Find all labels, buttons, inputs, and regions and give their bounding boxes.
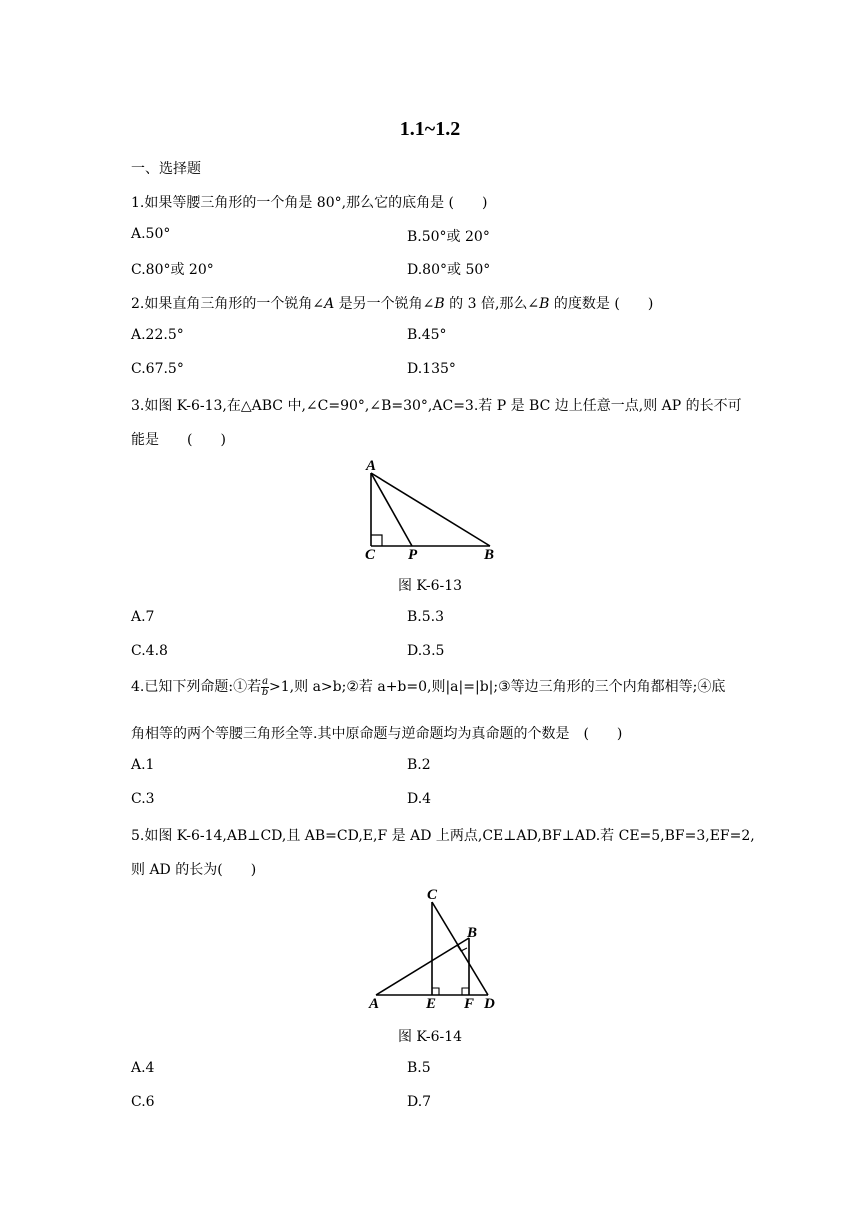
right-angle-mark-e [432, 988, 439, 995]
figure-k-6-13 [355, 455, 515, 565]
question-3-stem-line-2: 能是 ( ) [131, 432, 226, 448]
q2-stem-part-b: 是另一个锐角∠ [334, 296, 435, 312]
question-5-stem-line-1: 5.如图 K-6-14,AB⊥CD,且 AB=CD,E,F 是 AD 上两点,CE⊥AD,BF⊥AD.若 CE=5,BF=3,EF=2, [131, 828, 755, 844]
label-a: A [369, 996, 380, 1012]
label-c: C [365, 547, 376, 563]
q3-option-a[interactable]: A.7 [131, 609, 155, 625]
right-angle-mark-f [462, 988, 469, 995]
q2-var-b-2: B [539, 296, 550, 312]
q4-fraction-denominator: b [261, 686, 269, 698]
q4-option-c[interactable]: C.3 [131, 791, 155, 807]
q4-fraction-numerator: a [262, 675, 269, 687]
q2-option-b[interactable]: B.45° [407, 327, 447, 343]
question-3-stem-line-1: 3.如图 K-6-13,在△ABC 中,∠C=90°,∠B=30°,AC=3.若 P 是 BC 边上任意一点,则 AP 的长不可 [131, 398, 742, 414]
q2-option-d[interactable]: D.135° [407, 361, 456, 377]
q4-stem-pre: 4.已知下列命题:①若 [131, 679, 262, 695]
q1-option-d[interactable]: D.80°或 50° [407, 262, 491, 278]
q1-option-a[interactable]: A.50° [131, 226, 171, 242]
q3-option-b[interactable]: B.5.3 [407, 609, 445, 625]
label-a: A [366, 458, 377, 474]
label-d: D [484, 996, 495, 1012]
figure-k-6-14 [360, 882, 510, 1012]
label-f: F [464, 996, 475, 1012]
label-b: B [467, 925, 478, 941]
question-4-stem-line-2: 角相等的两个等腰三角形全等.其中原命题与逆命题均为真命题的个数是 ( ) [131, 726, 623, 742]
right-angle-mark-c [371, 535, 382, 546]
label-p: P [408, 547, 418, 563]
label-e: E [426, 996, 437, 1012]
q2-stem-part-d: 的度数是 ( ) [549, 296, 654, 312]
segment-ab [376, 938, 469, 995]
page-title: 1.1~1.2 [399, 118, 461, 140]
label-b: B [484, 547, 495, 563]
section-heading: 一、选择题 [131, 161, 201, 177]
q2-option-a[interactable]: A.22.5° [131, 327, 184, 343]
figure-k-6-13-caption: 图 K-6-13 [397, 578, 463, 594]
q2-stem-part-c: 的 3 倍,那么∠ [444, 296, 540, 312]
q2-stem-part-a: 2.如果直角三角形的一个锐角∠ [131, 296, 325, 312]
q5-option-d[interactable]: D.7 [407, 1094, 432, 1110]
question-5-stem-line-2: 则 AD 的长为( ) [131, 862, 257, 878]
q3-option-c[interactable]: C.4.8 [131, 643, 168, 659]
question-2-stem [131, 293, 653, 313]
q5-option-a[interactable]: A.4 [131, 1060, 155, 1076]
q5-option-c[interactable]: C.6 [131, 1094, 155, 1110]
segment-cd [432, 902, 488, 995]
q4-option-b[interactable]: B.2 [407, 757, 431, 773]
question-1-stem: 1.如果等腰三角形的一个角是 80°,那么它的底角是 ( ) [131, 195, 488, 211]
q4-option-a[interactable]: A.1 [131, 757, 155, 773]
q3-option-d[interactable]: D.3.5 [407, 643, 445, 659]
q4-stem-post: >1,则 a>b;②若 a+b=0,则|a|=|b|;③等边三角形的三个内角都相等;④底 [269, 679, 726, 695]
q4-option-d[interactable]: D.4 [407, 791, 432, 807]
q1-option-c[interactable]: C.80°或 20° [131, 262, 214, 278]
q5-option-b[interactable]: B.5 [407, 1060, 431, 1076]
q1-option-b[interactable]: B.50°或 20° [407, 229, 490, 245]
label-c: C [427, 887, 438, 903]
question-4-stem-line-1 [131, 676, 725, 698]
q2-var-a: A [324, 296, 335, 312]
q2-var-b: B [434, 296, 445, 312]
q2-option-c[interactable]: C.67.5° [131, 361, 184, 377]
segment-ab [371, 473, 490, 546]
q4-fraction [261, 677, 269, 698]
figure-k-6-14-caption: 图 K-6-14 [397, 1029, 463, 1045]
